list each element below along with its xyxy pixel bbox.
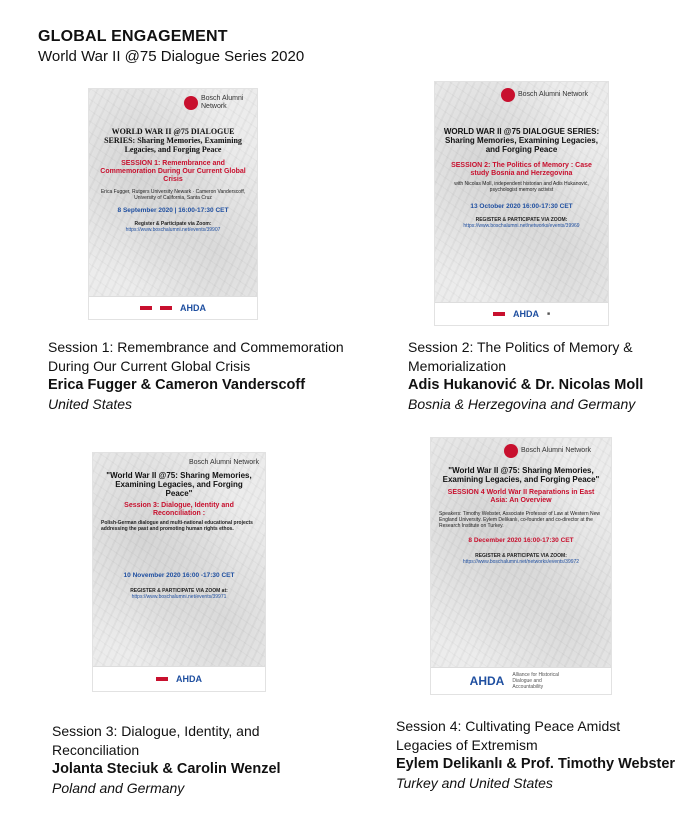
poster-footer: [435, 302, 608, 325]
bosch-alumni-logo: [504, 444, 601, 458]
bosch-alumni-logo: [175, 459, 259, 467]
poster-register: REGISTER & PARTICIPATE VIA ZOOM:: [475, 217, 568, 223]
session-countries: Bosnia & Herzegovina and Germany: [408, 396, 636, 412]
poster-session-3[interactable]: [92, 452, 266, 692]
poster-speakers: Speakers: Timothy Webster, Associate Professor of Law at Western New England University. Eylem Delikanlı, co-founder and co-director at the Research Institute on Turkey.: [439, 511, 600, 529]
logo-text: Bosch Alumni Network: [518, 91, 589, 98]
poster-title: WORLD WAR II @75 DIALOGUE SERIES: Sharing Memories, Examining Legacies, and Forging Peace: [443, 127, 600, 154]
network-logo-icon: [184, 96, 198, 110]
partner-logo-icon: [160, 306, 172, 310]
poster-link[interactable]: https://www.boschalumni.net/events/39971: [131, 594, 227, 600]
poster-link[interactable]: https://www.boschalumni.net/networks/events/39972: [462, 559, 580, 565]
poster-speakers: with Nicolas Moll, independent historian and Adis Hukanović, psychologist memory activist: [454, 181, 589, 193]
poster-register: REGISTER & PARTICIPATE VIA ZOOM:: [475, 553, 567, 559]
partner-logo-icon: [156, 677, 168, 681]
poster-session: Session 3: Dialogue, Identity and Reconciliation :: [124, 502, 234, 517]
session-speakers: Erica Fugger & Cameron Vanderscoff: [48, 377, 306, 393]
bosch-stiftung-logo-icon: [140, 306, 152, 310]
poster-session: SESSION 1: Remembrance and Commemoration During Our Current Global Crisis: [100, 160, 246, 183]
network-logo-icon: [504, 444, 518, 458]
poster-title: WORLD WAR II @75 DIALOGUE SERIES: Sharing Memories, Examining Legacies, and Forging Peace: [104, 127, 242, 154]
page-title: GLOBAL ENGAGEMENT: [38, 28, 228, 45]
poster-footer: [431, 667, 611, 694]
session-speakers: Jolanta Steciuk & Carolin Wenzel: [52, 761, 281, 777]
session-title: Session 3: Dialogue, Identity, and Reconciliation: [52, 723, 260, 758]
poster-session: SESSION 2: The Politics of Memory : Case study Bosnia and Herzegovina: [451, 162, 592, 177]
ahda-logo: AHDA: [180, 303, 206, 313]
ahda-logo: AHDA: [469, 674, 505, 688]
poster-date: 10 November 2020 16:00 -17:30 CET: [123, 572, 235, 579]
session-caption-2: [408, 338, 678, 414]
ahda-logo: AHDA: [176, 674, 202, 684]
session-countries: Turkey and United States: [396, 775, 553, 791]
network-logo-icon: [501, 88, 515, 102]
session-caption-3: [52, 722, 342, 798]
session-title: Session 2: The Politics of Memory & Memorialization: [408, 339, 633, 374]
poster-session: SESSION 4 World War II Reparations in East Asia: An Overview: [447, 489, 595, 504]
ahda-full-name: Alliance for Historical Dialogue and Accountability: [512, 672, 560, 690]
poster-title: "World War II @75: Sharing Memories, Examining Legacies, and Forging Peace": [106, 471, 252, 498]
session-speakers: Eylem Delikanlı & Prof. Timothy Webster: [396, 756, 676, 772]
poster-footer: [89, 296, 257, 319]
poster-link[interactable]: https://www.boschalumni.net/events/39907: [125, 227, 221, 233]
poster-session-4[interactable]: [430, 437, 612, 695]
session-caption-4: [396, 717, 676, 793]
poster-session-1[interactable]: [88, 88, 258, 320]
memory-lab-logo-icon: ■: [546, 311, 551, 317]
session-title: Session 4: Cultivating Peace Amidst Legacies of Extremism: [396, 718, 621, 753]
poster-speakers: Polish-German dialogue and multi-national educational projects addressing the past and promoting human rights ethos.: [101, 520, 253, 532]
poster-session-2[interactable]: [434, 81, 609, 326]
session-countries: United States: [48, 396, 133, 412]
poster-speakers: Erica Fugger, Rutgers University Newark · Cameron Vanderscoff, University of California, Santa Cruz: [100, 189, 246, 201]
session-caption-1: [48, 338, 348, 414]
poster-register: REGISTER & PARTICIPATE VIA ZOOM at:: [130, 588, 228, 594]
logo-text: Bosch Alumni Network: [521, 447, 592, 454]
poster-date: 13 October 2020 16:00-17:30 CET: [470, 203, 573, 210]
logo-text: Bosch Alumni Network: [201, 95, 244, 110]
page-subtitle: World War II @75 Dialogue Series 2020: [38, 48, 305, 65]
bosch-alumni-logo: [501, 88, 598, 102]
poster-date: 8 September 2020 | 16:00-17:30 CET: [117, 207, 229, 214]
poster-title: "World War II @75: Sharing Memories, Examining Legacies, and Forging Peace": [442, 466, 600, 484]
poster-link[interactable]: https://www.boschalumni.net/networks/events/39969: [463, 223, 580, 229]
poster-date: 8 December 2020 16:00-17:30 CET: [468, 537, 574, 544]
ahda-logo: AHDA: [512, 309, 539, 319]
session-countries: Poland and Germany: [52, 780, 185, 796]
poster-register: Register & Participate via Zoom:: [134, 221, 212, 227]
session-speakers: Adis Hukanović & Dr. Nicolas Moll: [408, 377, 644, 393]
session-title: Session 1: Remembrance and Commemoration During Our Current Global Crisis: [48, 339, 344, 374]
logo-text: Bosch Alumni Network: [188, 459, 259, 466]
poster-footer: [93, 666, 265, 691]
bosch-alumni-logo: [184, 95, 247, 111]
partner-logo-icon: [493, 312, 505, 316]
